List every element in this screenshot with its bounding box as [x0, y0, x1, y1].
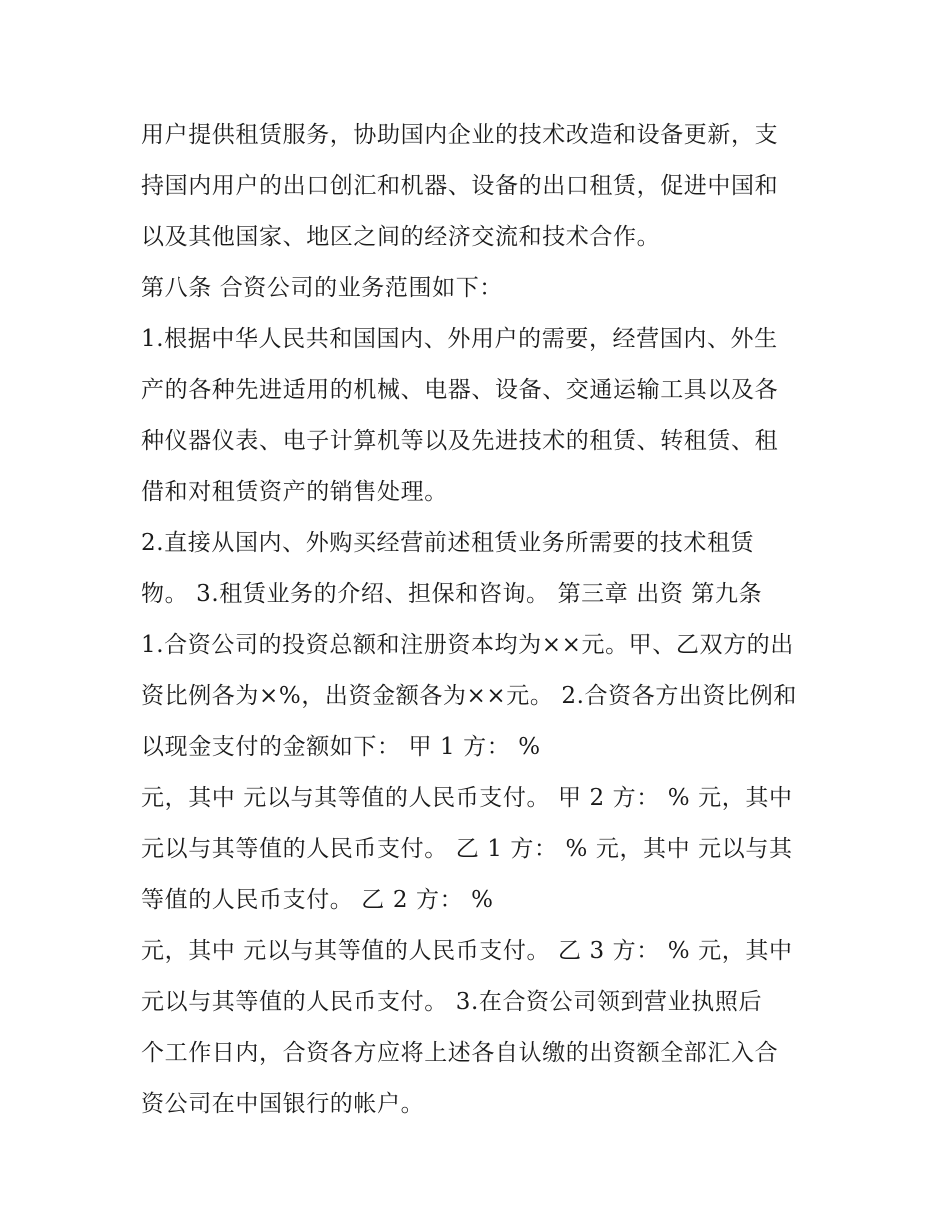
- text-line: 2.直接从国内、外购买经营前述租赁业务所需要的技术租赁: [141, 530, 755, 556]
- article-8-heading: 第八条 合资公司的业务范围如下：: [141, 275, 503, 301]
- text-line: 物。 3.租赁业务的介绍、担保和咨询。 第三章 出资 第九条: [141, 581, 763, 607]
- text-line: 1.根据中华人民共和国国内、外用户的需要，经营国内、外生: [141, 326, 778, 352]
- text-line: 元，其中 元以与其等值的人民币支付。 乙 3 方： % 元，其中: [141, 938, 793, 964]
- text-line: 个工作日内，合资各方应将上述各自认缴的出资额全部汇入合: [141, 1040, 779, 1066]
- text-line: 以及其他国家、地区之间的经济交流和技术合作。: [141, 224, 661, 250]
- text-line: 元以与其等值的人民币支付。 3.在合资公司领到营业执照后: [141, 989, 763, 1015]
- text-line: 元，其中 元以与其等值的人民币支付。 甲 2 方： % 元，其中: [141, 785, 793, 811]
- text-line: 产的各种先进适用的机械、电器、设备、交通运输工具以及各: [141, 377, 779, 403]
- text-line: 等值的人民币支付。 乙 2 方： %: [141, 887, 494, 913]
- text-line: 以现金支付的金额如下： 甲 1 方： %: [141, 734, 541, 760]
- text-line: 资公司在中国银行的帐户。: [141, 1091, 425, 1117]
- document-body: [141, 110, 831, 1130]
- text-line: 元以与其等值的人民币支付。 乙 1 方： % 元，其中 元以与其: [141, 836, 793, 862]
- text-line: 1.合资公司的投资总额和注册资本均为××元。甲、乙双方的出: [141, 632, 794, 658]
- text-line: 用户提供租赁服务，协助国内企业的技术改造和设备更新，支: [141, 122, 779, 148]
- text-line: 种仪器仪表、电子计算机等以及先进技术的租赁、转租赁、租: [141, 428, 779, 454]
- text-line: 持国内用户的出口创汇和机器、设备的出口租赁，促进中国和: [141, 173, 779, 199]
- text-line: 资比例各为×%，出资金额各为××元。 2.合资各方出资比例和: [141, 683, 797, 709]
- text-line: 借和对租赁资产的销售处理。: [141, 479, 448, 505]
